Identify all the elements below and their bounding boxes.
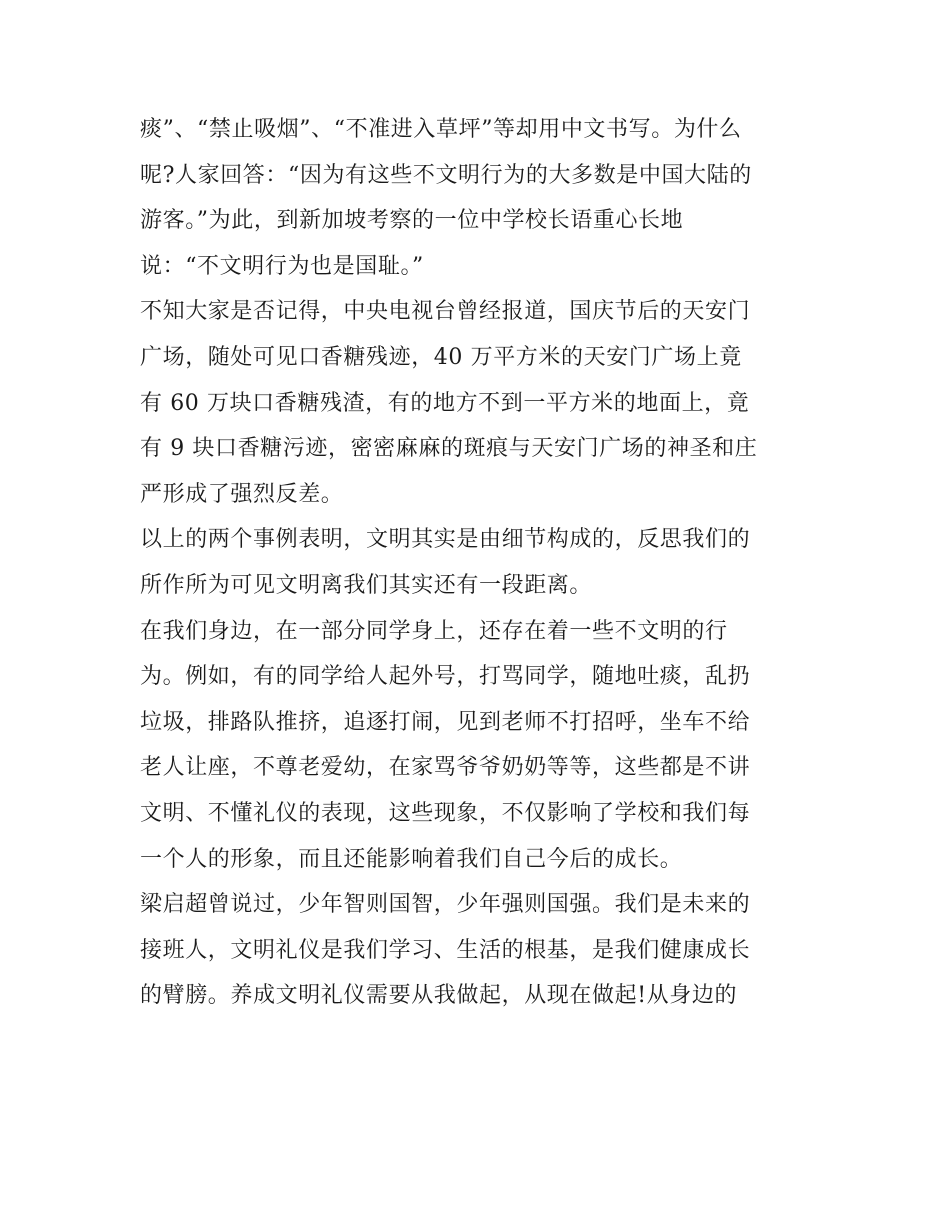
text-line: 所作所为可见文明离我们其实还有一段距离。 (140, 572, 593, 598)
text-line: 一个人的形象，而且还能影响着我们自己今后的成长。 (140, 846, 683, 872)
text-line: 游客。”为此，到新加坡考察的一位中学校长语重心长地 (140, 208, 684, 234)
text-line: 为。例如，有的同学给人起外号，打骂同学，随地吐痰，乱扔 (140, 664, 751, 690)
text-line: 广场，随处可见口香糖残迹，40 万平方米的天安门广场上竟 (140, 344, 742, 370)
text-line: 接班人，文明礼仪是我们学习、生活的根基，是我们健康成长 (140, 937, 751, 963)
text-line: 以上的两个事例表明，文明其实是由细节构成的，反思我们的 (140, 527, 751, 553)
text-line: 的臂膀。养成文明礼仪需要从我做起，从现在做起!从身边的 (140, 983, 738, 1009)
body-text (140, 107, 830, 1019)
text-line: 梁启超曾说过，少年智则国智，少年强则国强。我们是未来的 (140, 892, 751, 918)
text-line: 严形成了强烈反差。 (140, 481, 344, 507)
text-line: 老人让座，不尊老爱幼，在家骂爷爷奶奶等等，这些都是不讲 (140, 755, 751, 781)
text-line: 呢?人家回答：“因为有这些不文明行为的大多数是中国大陆的 (140, 162, 752, 188)
text-line: 痰”、“禁止吸烟”、“不准进入草坪”等却用中文书写。为什么 (140, 117, 742, 142)
text-line: 文明、不懂礼仪的表现，这些现象，不仅影响了学校和我们每 (140, 800, 751, 826)
text-line: 在我们身边，在一部分同学身上，还存在着一些不文明的行 (140, 618, 728, 644)
text-line: 说：“不文明行为也是国耻。” (140, 253, 424, 279)
text-line: 不知大家是否记得，中央电视台曾经报道，国庆节后的天安门 (140, 299, 751, 325)
text-line: 有 60 万块口香糖残渣，有的地方不到一平方米的地面上，竟 (140, 390, 750, 416)
text-line: 垃圾，排路队推挤，追逐打闹，见到老师不打招呼，坐车不给 (140, 709, 751, 735)
text-line: 有 9 块口香糖污迹，密密麻麻的斑痕与天安门广场的神圣和庄 (140, 436, 758, 462)
